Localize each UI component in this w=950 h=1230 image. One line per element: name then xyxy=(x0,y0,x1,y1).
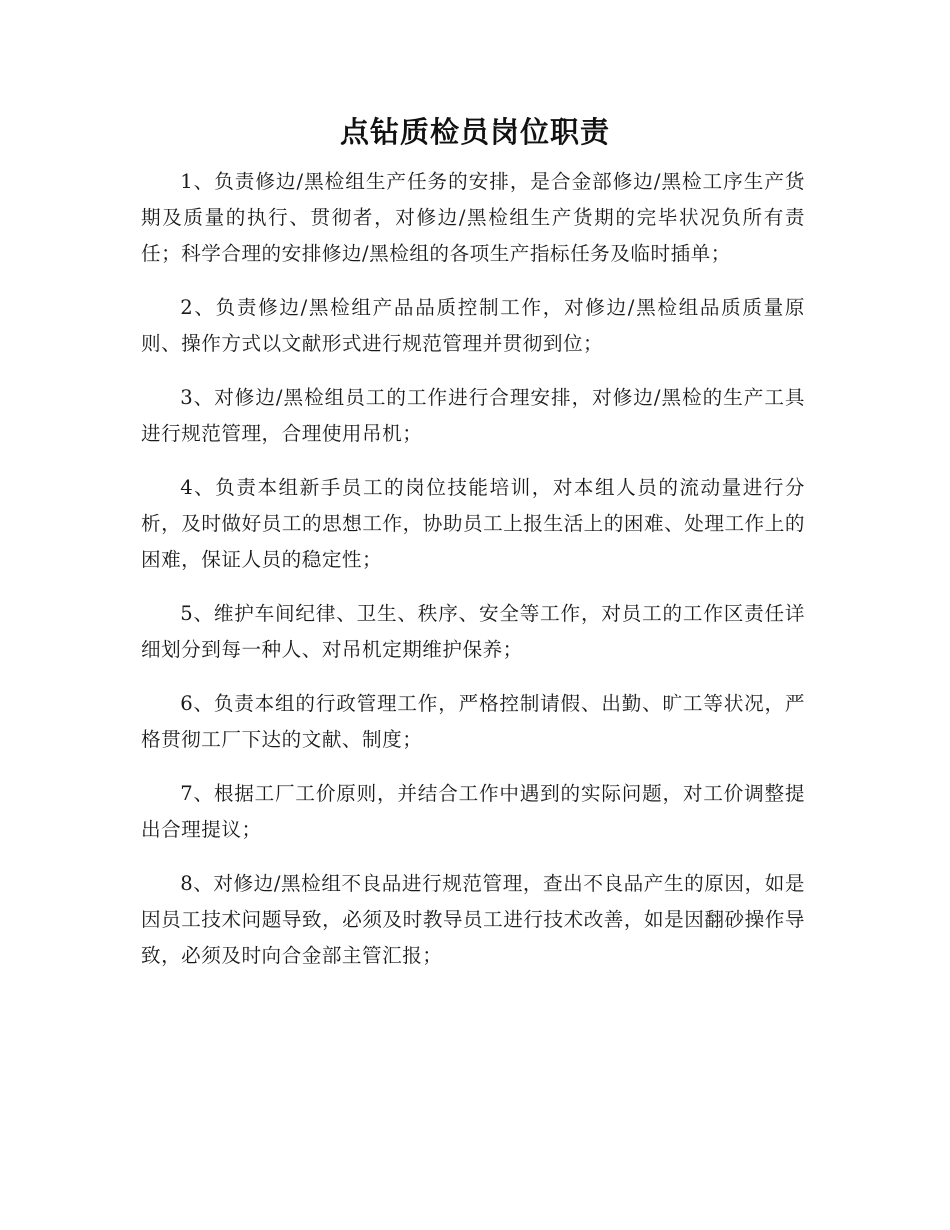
duty-paragraph-4: 4、负责本组新手员工的岗位技能培训，对本组人员的流动量进行分析，及时做好员工的思想工作，协助员工上报生活上的困难、处理工作上的困难，保证人员的稳定性； xyxy=(141,476,805,571)
duty-paragraph-6: 6、负责本组的行政管理工作，严格控制请假、出勤、旷工等状况，严格贯彻工厂下达的文献、制度； xyxy=(141,692,805,751)
duty-paragraph-8: 8、对修边/黑检组不良品进行规范管理，查出不良品产生的原因，如是因员工技术问题导致，必须及时教导员工进行技术改善，如是因翻砂操作导致，必须及时向合金部主管汇报； xyxy=(141,872,805,967)
duty-paragraph-1: 1、负责修边/黑检组生产任务的安排，是合金部修边/黑检工序生产货期及质量的执行、贯彻者，对修边/黑检组生产货期的完毕状况负所有责任；科学合理的安排修边/黑检组的各项生产指标任务及临时插单； xyxy=(141,170,805,265)
duty-paragraph-3: 3、对修边/黑检组员工的工作进行合理安排，对修边/黑检的生产工具进行规范管理，合理使用吊机； xyxy=(141,386,805,445)
document-body xyxy=(141,164,805,992)
duty-paragraph-5: 5、维护车间纪律、卫生、秩序、安全等工作，对员工的工作区责任详细划分到每一种人、对吊机定期维护保养； xyxy=(141,602,805,661)
duty-paragraph-2: 2、负责修边/黑检组产品品质控制工作，对修边/黑检组品质质量原则、操作方式以文献形式进行规范管理并贯彻到位； xyxy=(141,296,805,355)
duty-paragraph-7: 7、根据工厂工价原则，并结合工作中遇到的实际问题，对工价调整提出合理提议； xyxy=(141,782,805,841)
document-title: 点钻质检员岗位职责 xyxy=(339,115,610,149)
